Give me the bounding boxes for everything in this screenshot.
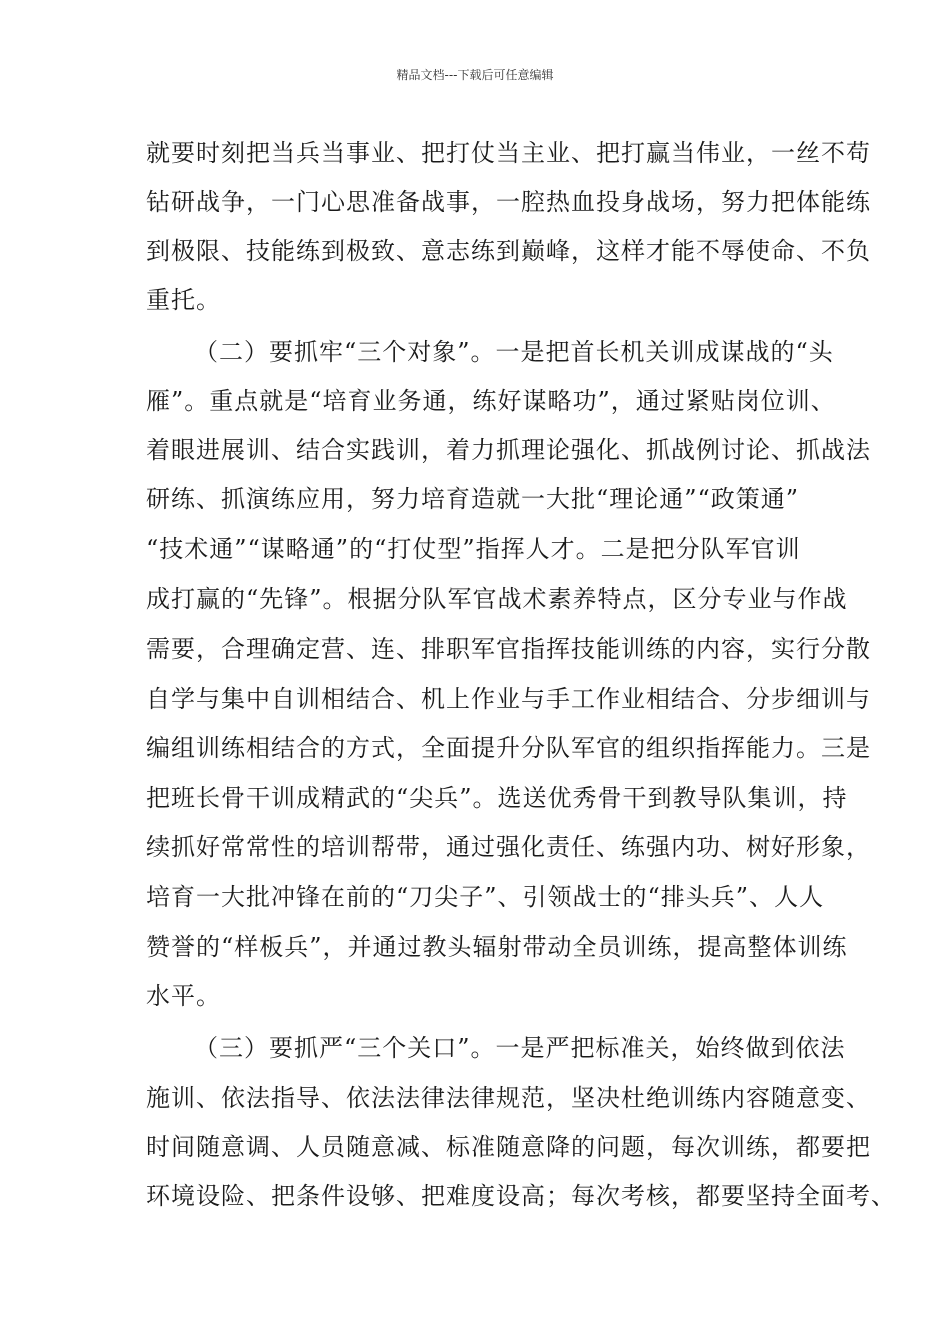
paragraph-start-line: （二）要抓牢“三个对象”。一是把首长机关训成谋战的“头	[194, 338, 834, 366]
body-line: 自学与集中自训相结合、机上作业与手工作业相结合、分步细训与	[146, 685, 871, 713]
page-header: 精品文档---下载后可任意编辑	[396, 68, 554, 82]
body-line: 水平。	[146, 982, 221, 1010]
body-line: 成打赢的“先锋”。根据分队军官战术素养特点，区分专业与作战	[146, 585, 848, 613]
body-line: 研练、抓演练应用，努力培育造就一大批“理论通”“政策通”	[146, 485, 800, 513]
body-line: 环境设险、把条件设够、把难度设高；每次考核，都要坚持全面考、	[146, 1182, 896, 1210]
body-line: 钻研战争，一门心思准备战事，一腔热血投身战场，努力把体能练	[146, 188, 871, 216]
body-line: “技术通”“谋略通”的“打仗型”指挥人才。二是把分队军官训	[146, 535, 801, 563]
body-line: 培育一大批冲锋在前的“刀尖子”、引领战士的“排头兵”、人人	[146, 883, 825, 911]
body-line: 施训、依法指导、依法法律法律规范，坚决杜绝训练内容随意变、	[146, 1084, 871, 1112]
body-line: 雁”。重点就是“培育业务通，练好谋略功”，通过紧贴岗位训、	[146, 387, 836, 415]
body-line: 着眼进展训、结合实践训，着力抓理论强化、抓战例讨论、抓战法	[146, 436, 871, 464]
body-line: 需要，合理确定营、连、排职军官指挥技能训练的内容，实行分散	[146, 635, 871, 663]
body-line: 重托。	[146, 286, 221, 314]
body-line: 就要时刻把当兵当事业、把打仗当主业、把打赢当伟业，一丝不苟	[146, 139, 871, 167]
body-line: 续抓好常常性的培训帮带，通过强化责任、练强内功、树好形象，	[146, 833, 871, 861]
paragraph-start-line: （三）要抓严“三个关口”。一是严把标准关，始终做到依法	[194, 1034, 846, 1062]
body-line: 编组训练相结合的方式，全面提升分队军官的组织指挥能力。三是	[146, 734, 871, 762]
body-line: 到极限、技能练到极致、意志练到巅峰，这样才能不辱使命、不负	[146, 237, 871, 265]
body-line: 时间随意调、人员随意减、标准随意降的问题，每次训练，都要把	[146, 1133, 871, 1161]
body-line: 赞誉的“样板兵”，并通过教头辐射带动全员训练，提高整体训练	[146, 933, 848, 961]
body-line: 把班长骨干训成精武的“尖兵”。选送优秀骨干到教导队集训，持	[146, 784, 848, 812]
